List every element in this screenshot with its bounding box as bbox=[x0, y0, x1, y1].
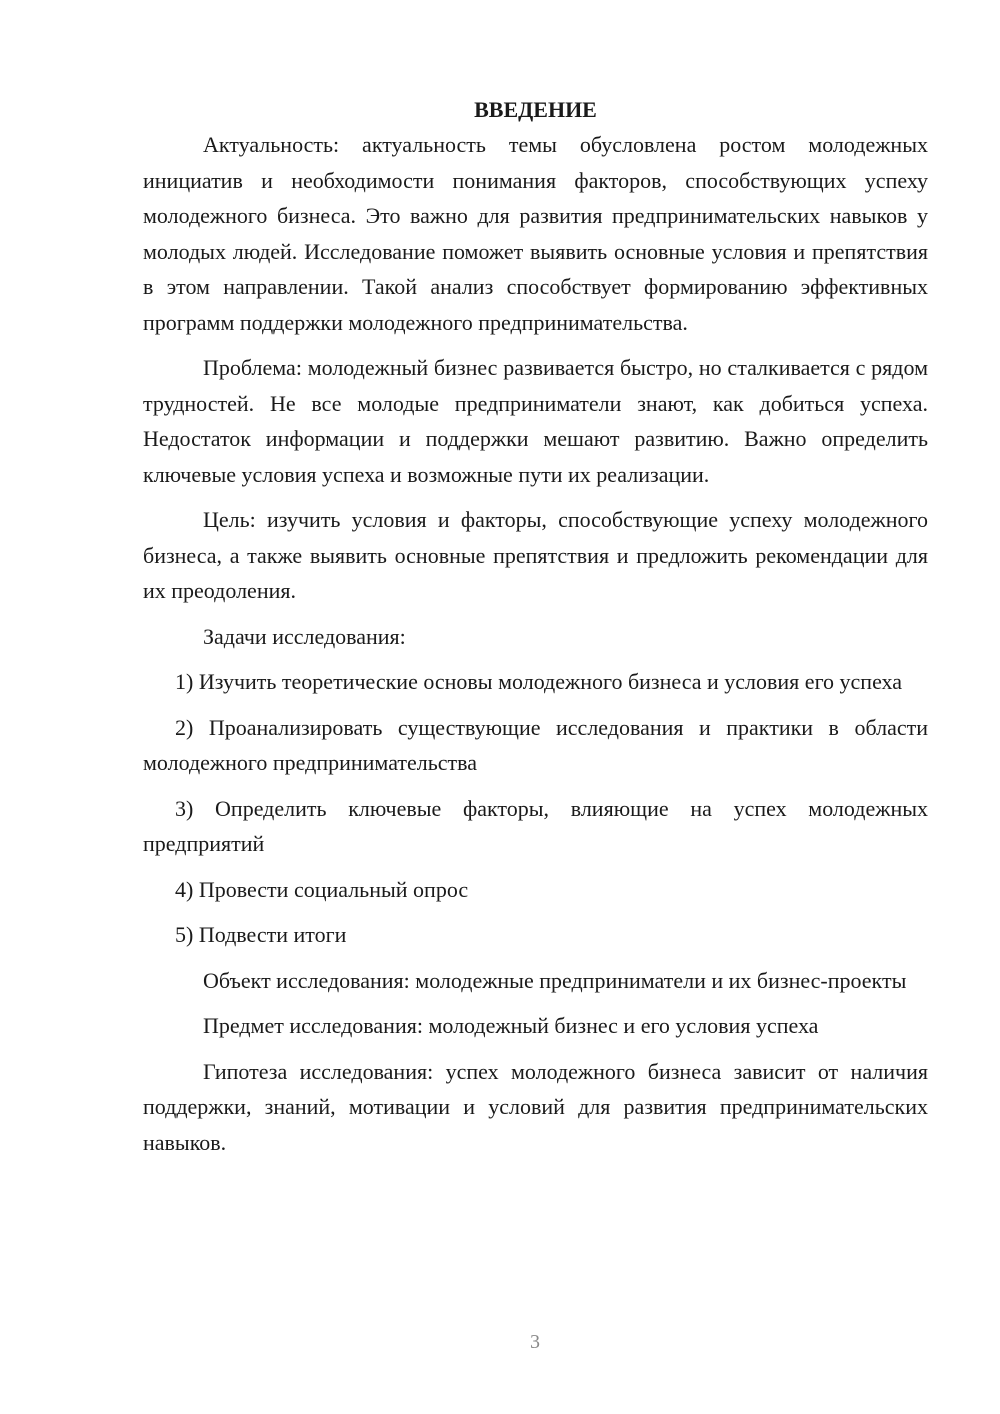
task-item-5: 5) Подвести итоги bbox=[175, 922, 347, 947]
task-item-2: 2) Проанализировать существующие исследования и практики в области молодежного предпринимательства bbox=[143, 714, 928, 775]
paragraph-object: Объект исследования: молодежные предприниматели и их бизнес-проекты bbox=[203, 967, 907, 993]
paragraph-goal: Цель: изучить условия и факторы, способствующие успеху молодежного бизнеса, а также выявить основные препятствия и предложить рекомендации для их преодоления. bbox=[143, 507, 928, 603]
task-item-1: 1) Изучить теоретические основы молодежного бизнеса и условия его успеха bbox=[175, 669, 903, 694]
paragraph-subject: Предмет исследования: молодежный бизнес и его условия успеха bbox=[203, 1013, 819, 1038]
task-item-4: 4) Провести социальный опрос bbox=[175, 876, 469, 902]
paragraph-relevance: Актуальность: актуальность темы обусловлена ростом молодежных инициатив и необходимости понимания факторов, способствующих успеху молодежного бизнеса. Это важно для развития предпринимательских навыков у молодых людей. Исследование поможет выявить основные условия и препятствия в этом направлении. Такой анализ способствует формированию эффективных программ поддержки молодежного предпринимательства. bbox=[143, 132, 928, 335]
paragraph-problem: Проблема: молодежный бизнес развивается быстро, но сталкивается с рядом трудностей. Не все молодые предприниматели знают, как добиться успеха. Недостаток информации и поддержки мешают развитию. Важно определить ключевые условия успеха и возможные пути их реализации. bbox=[143, 355, 928, 487]
paragraph-tasks-heading: Задачи исследования: bbox=[203, 623, 406, 649]
document-title: ВВЕДЕНИЕ bbox=[474, 97, 597, 122]
document-page bbox=[143, 92, 928, 1160]
task-item-3: 3) Определить ключевые факторы, влияющие на успех молодежных предприятий bbox=[143, 795, 928, 856]
paragraph-hypothesis: Гипотеза исследования: успех молодежного бизнеса зависит от наличия поддержки, знаний, мотивации и условий для развития предпринимательских навыков. bbox=[143, 1058, 928, 1155]
page-number: 3 bbox=[530, 1331, 540, 1353]
